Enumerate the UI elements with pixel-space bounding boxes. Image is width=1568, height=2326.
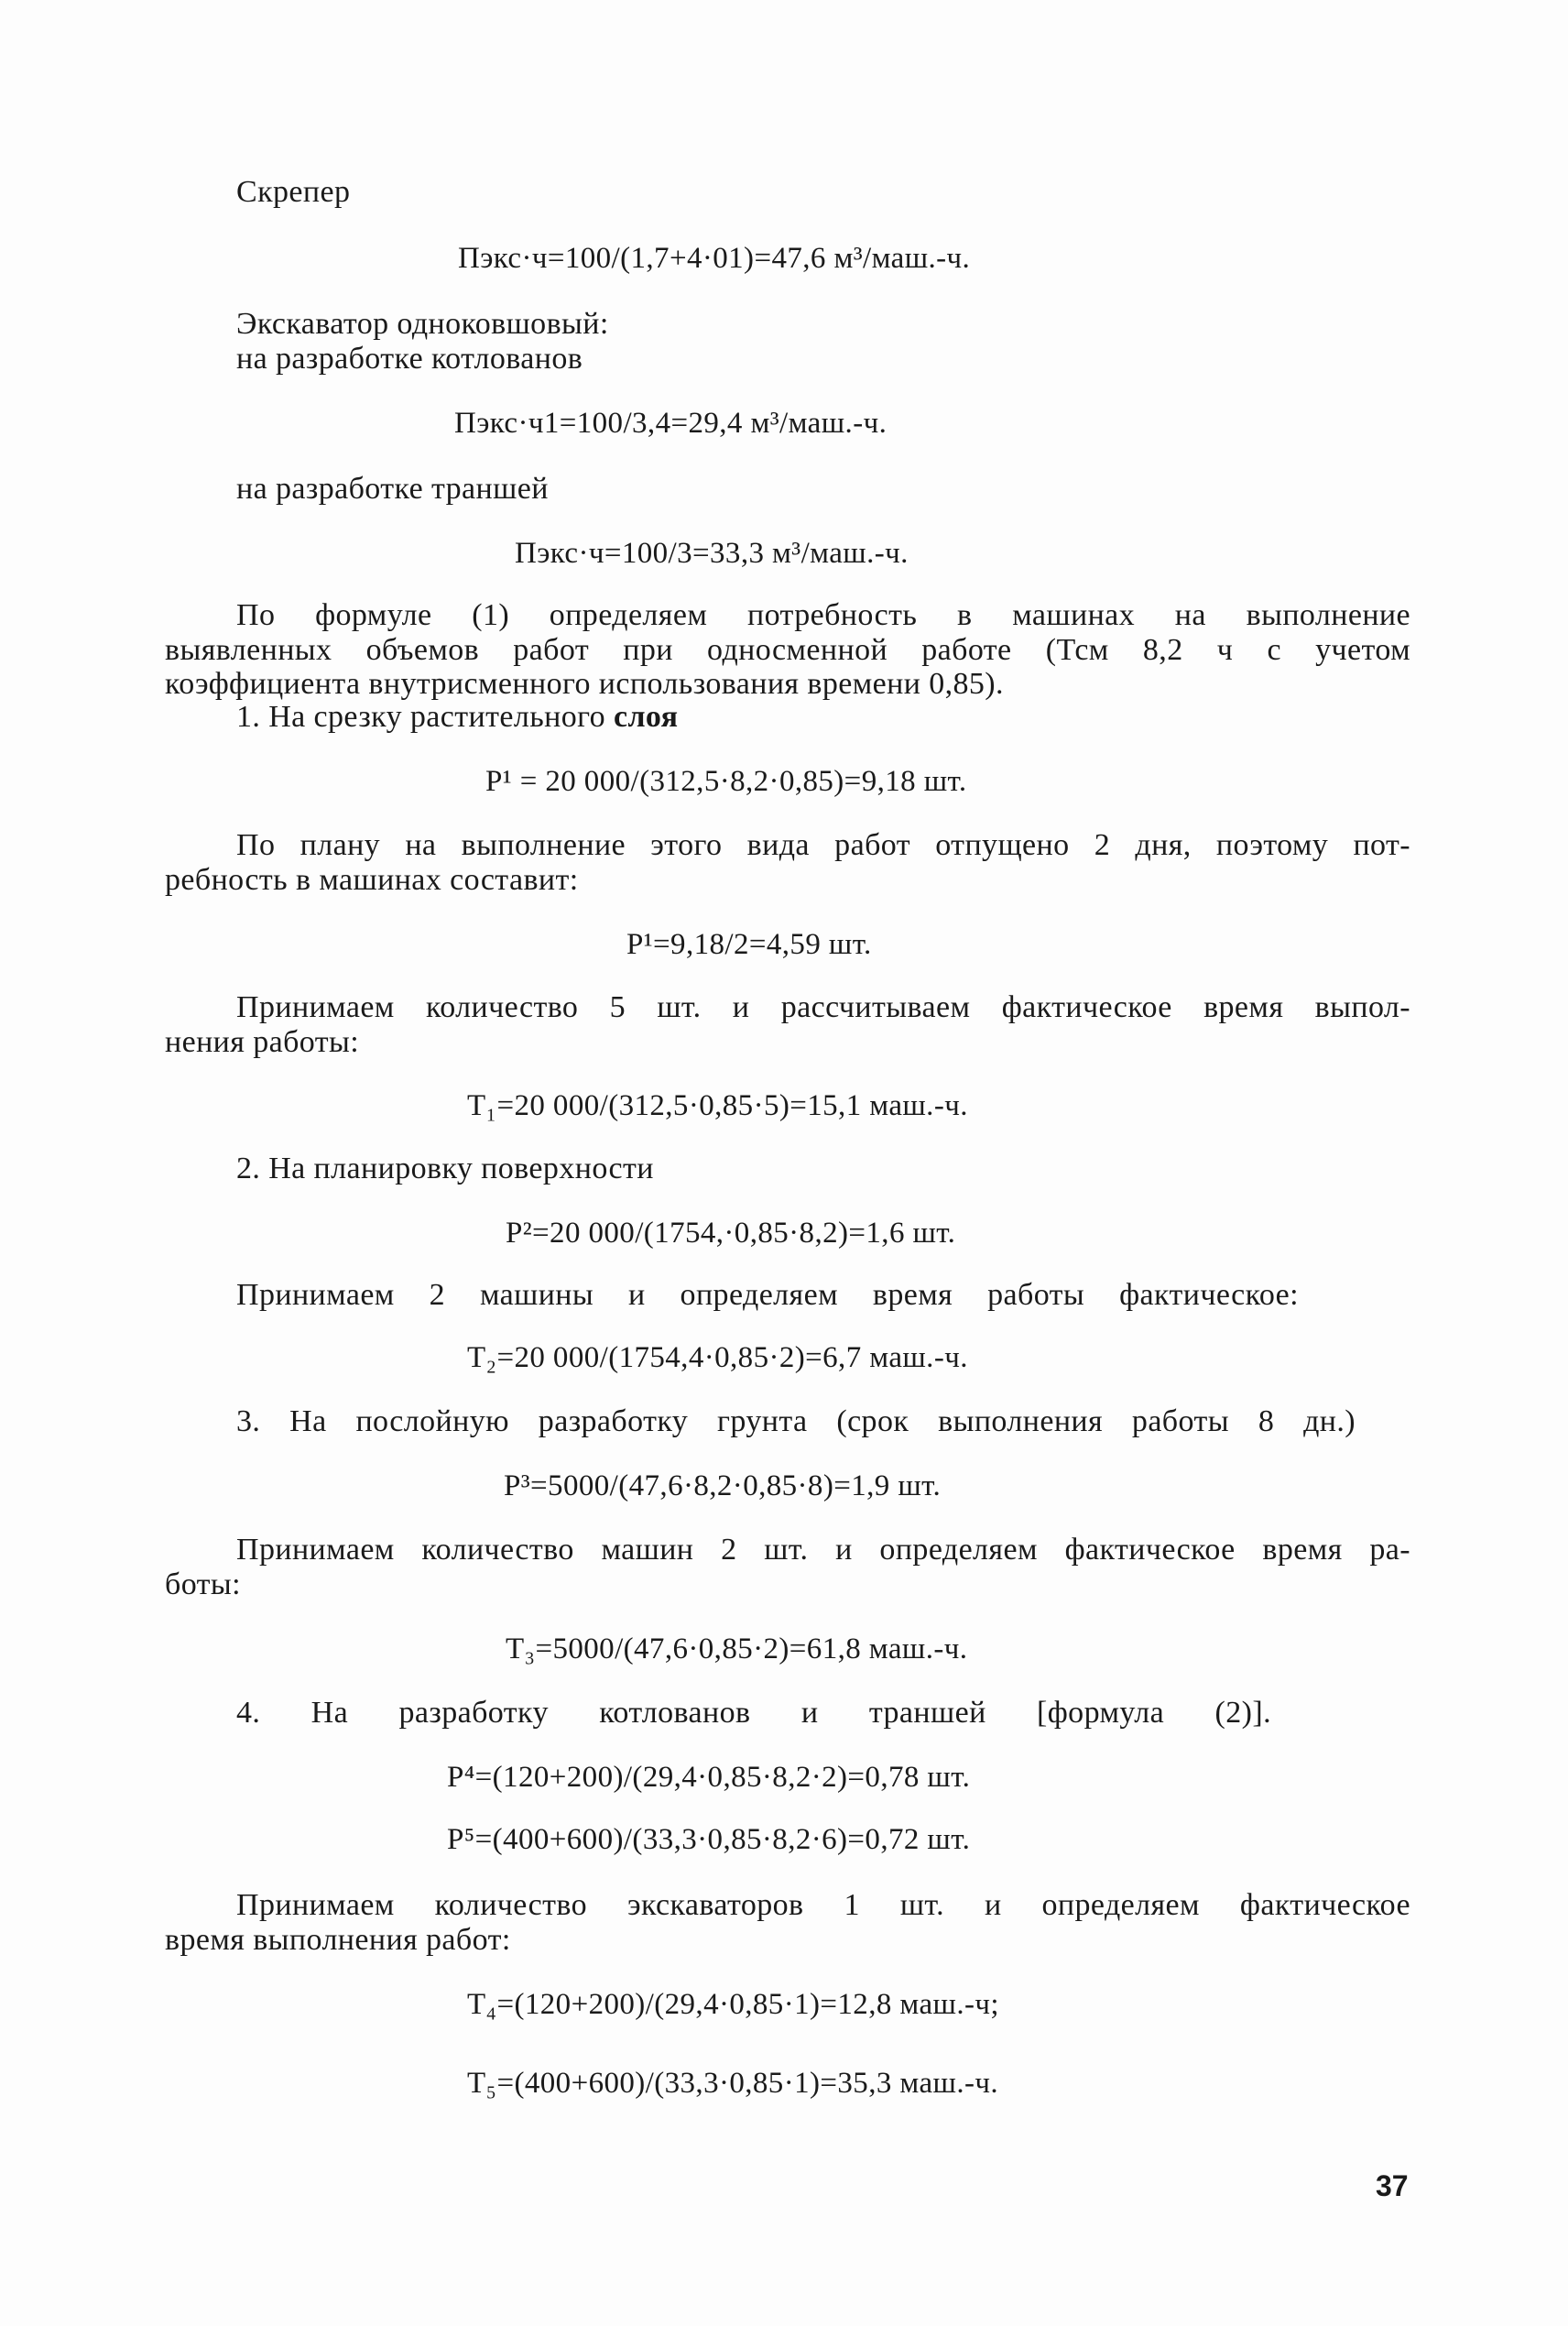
formula-p4: P⁴=(120+200)/(29,4·0,85·8,2·2)=0,78 шт. [447, 1761, 971, 1794]
formula-p3: P³=5000/(47,6·8,2·0,85·8)=1,9 шт. [504, 1469, 942, 1502]
formula-p5: P⁵=(400+600)/(33,3·0,85·8,2·6)=0,72 шт. [447, 1823, 971, 1856]
paragraph-line: нения работы: [165, 1025, 360, 1059]
paragraph-line: ребность в машинах составит: [165, 863, 579, 897]
label-pits: на разработке котлованов [236, 342, 583, 376]
paragraph-line: выявленных объемов работ при односменной работе (Тсм 8,2 ч с учетом [165, 633, 1410, 667]
paragraph-line: Принимаем количество экскаваторов 1 шт. и определяем фактическое [236, 1888, 1410, 1922]
page-number: 37 [1376, 2169, 1409, 2202]
paragraph-line: боты: [165, 1567, 241, 1601]
formula-t1: T₁=20 000/(312,5·0,85·5)=15,1 маш.-ч. [467, 1089, 968, 1122]
paragraph-line: Принимаем количество 5 шт. и рассчитываем фактическое время выпол- [236, 990, 1410, 1024]
formula-p2: P²=20 000/(1754,·0,85·8,2)=1,6 шт. [506, 1217, 956, 1250]
item-1-bold-word: слоя [605, 700, 679, 734]
item-1-text: 1. На срезку растительного [236, 700, 606, 734]
paragraph-line: время выполнения работ: [165, 1923, 511, 1957]
formula-excavator-pits: Пэкс·ч1=100/3,4=29,4 м³/маш.-ч. [454, 407, 887, 440]
formula-t3: T₃=5000/(47,6·0,85·2)=61,8 маш.-ч. [506, 1633, 968, 1665]
formula-t2: T₂=20 000/(1754,4·0,85·2)=6,7 маш.-ч. [467, 1341, 968, 1374]
heading-excavator: Экскаватор одноковшовый: [236, 307, 609, 341]
formula-excavator-trenches: Пэкс·ч=100/3=33,3 м³/маш.-ч. [515, 537, 909, 570]
paragraph-line: По плану на выполнение этого вида работ отпущено 2 дня, поэтому пот- [236, 828, 1410, 862]
item-4-heading: 4. На разработку котлованов и траншей [формула (2)]. [236, 1696, 1271, 1730]
paragraph-line: коэффициента внутрисменного использования времени 0,85). [165, 667, 1004, 701]
formula-scraper-productivity: Пэкс·ч=100/(1,7+4·01)=47,6 м³/маш.-ч. [458, 242, 971, 275]
paragraph-line: Принимаем количество машин 2 шт. и определяем фактическое время ра- [236, 1533, 1410, 1567]
item-3-heading: 3. На послойную разработку грунта (срок выполнения работы 8 дн.) [236, 1404, 1356, 1438]
formula-p1-per-day: P¹=9,18/2=4,59 шт. [626, 928, 872, 961]
formula-t4: T₄=(120+200)/(29,4·0,85·1)=12,8 маш.-ч; [467, 1988, 999, 2021]
paragraph-line: По формуле (1) определяем потребность в машинах на выполнение [236, 598, 1410, 632]
heading-scraper: Скрепер [236, 175, 351, 209]
formula-p1: P¹ = 20 000/(312,5·8,2·0,85)=9,18 шт. [485, 765, 967, 798]
item-2-heading: 2. На планировку поверхности [236, 1152, 654, 1185]
item-1-heading [236, 699, 678, 736]
paragraph-line: Принимаем 2 машины и определяем время работы фактическое: [236, 1278, 1299, 1312]
formula-t5: T₅=(400+600)/(33,3·0,85·1)=35,3 маш.-ч. [467, 2067, 998, 2100]
label-trenches: на разработке траншей [236, 472, 549, 506]
